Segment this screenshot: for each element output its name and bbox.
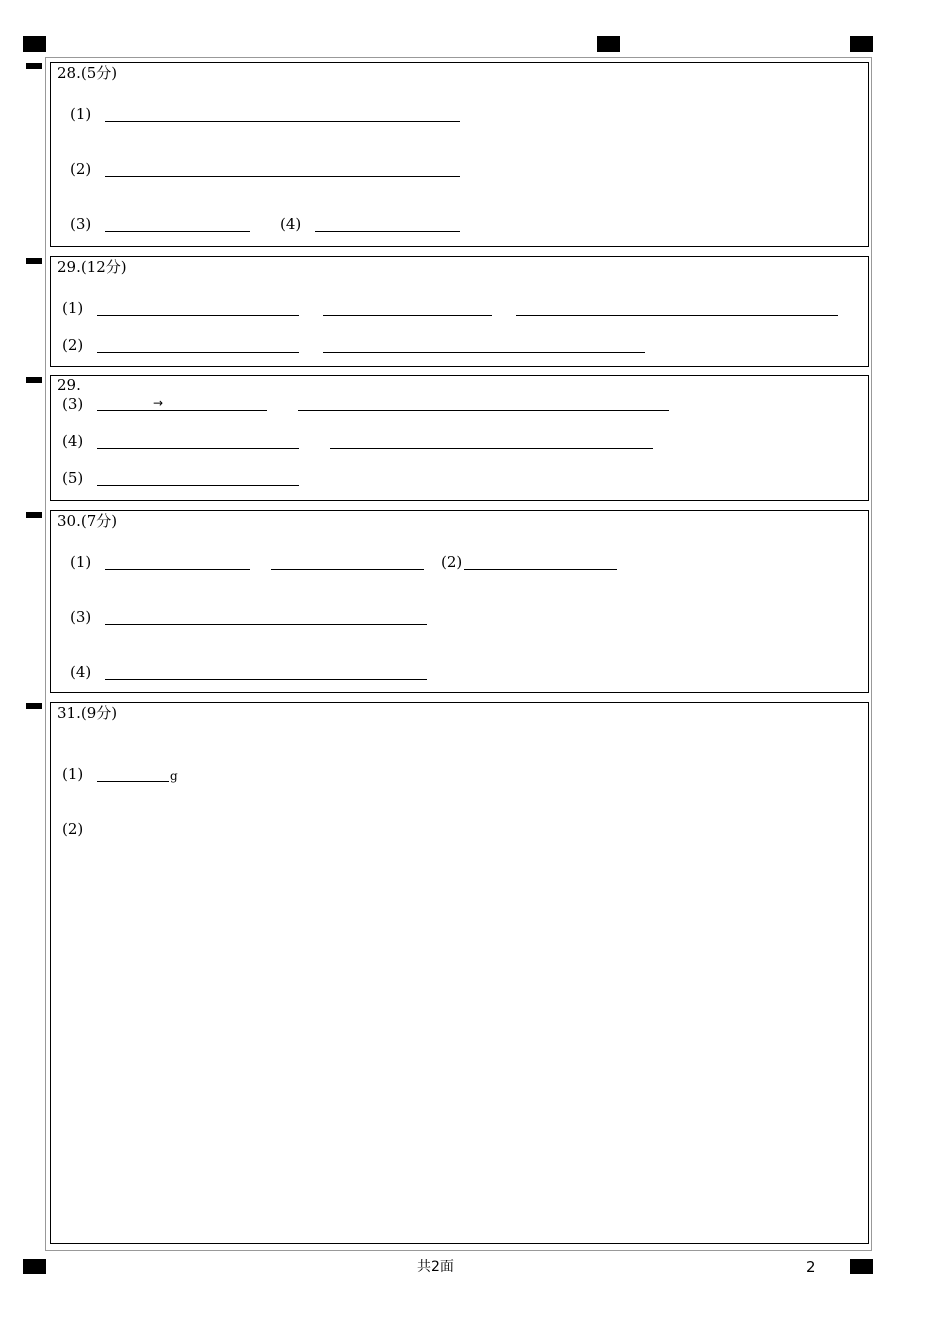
question-28-box [50, 62, 869, 247]
question-30-title: 30.(7分) [57, 512, 118, 530]
q29-part-1-answer-line-c[interactable] [516, 315, 838, 316]
question-31-title: 31.(9分) [57, 704, 118, 722]
q28-part-3-label: (3) [70, 215, 92, 233]
q28-part-3-answer-line[interactable] [105, 231, 250, 232]
question-28-title: 28.(5分) [57, 64, 118, 82]
question-30-box [50, 510, 869, 693]
q31-part-2-answer-area[interactable] [60, 845, 860, 1235]
q29-part-5-answer-line[interactable] [97, 485, 299, 486]
q30-part-3-label: (3) [70, 608, 92, 626]
q29-part-4-label: (4) [62, 432, 84, 450]
q30-part-4-answer-line[interactable] [105, 679, 427, 680]
q31-unit-label: g [170, 769, 178, 783]
q30-part-1-answer-line-b[interactable] [271, 569, 424, 570]
q29-part-1-answer-line-a[interactable] [97, 315, 299, 316]
q30-part-1-label: (1) [70, 553, 92, 571]
q30-part-3-answer-line[interactable] [105, 624, 427, 625]
corner-mark-bottom-right [850, 1259, 873, 1274]
q30-part-2-label: (2) [441, 553, 463, 571]
q29-part-2-answer-line-a[interactable] [97, 352, 299, 353]
question-29a-box [50, 256, 869, 367]
question-29b-box [50, 375, 869, 501]
q30-part-2-answer-line[interactable] [464, 569, 617, 570]
section-mark-28 [26, 63, 42, 69]
section-mark-29b [26, 377, 42, 383]
q31-part-2-label: (2) [62, 820, 84, 838]
q29-part-4-answer-line-a[interactable] [97, 448, 299, 449]
q28-part-4-label: (4) [280, 215, 302, 233]
q28-part-4-answer-line[interactable] [315, 231, 460, 232]
corner-mark-top-right [850, 36, 873, 52]
q29-part-5-label: (5) [62, 469, 84, 487]
section-mark-31 [26, 703, 42, 709]
q28-part-1-label: (1) [70, 105, 92, 123]
q29-part-3-label: (3) [62, 395, 84, 413]
q28-part-2-label: (2) [70, 160, 92, 178]
section-mark-29a [26, 258, 42, 264]
page-number: 2 [806, 1258, 816, 1276]
q31-part-1-label: (1) [62, 765, 84, 783]
section-mark-30 [26, 512, 42, 518]
timing-mark-top-middle [597, 36, 620, 52]
q28-part-2-answer-line[interactable] [105, 176, 460, 177]
corner-mark-top-left [23, 36, 46, 52]
q31-part-1-answer-line[interactable] [97, 781, 169, 782]
q28-part-1-answer-line[interactable] [105, 121, 460, 122]
q29-part-1-label: (1) [62, 299, 84, 317]
q29-part-2-label: (2) [62, 336, 84, 354]
q29-part-1-answer-line-b[interactable] [323, 315, 492, 316]
q30-part-1-answer-line-a[interactable] [105, 569, 250, 570]
q29-part-4-answer-line-b[interactable] [330, 448, 653, 449]
q29-part-2-answer-line-b[interactable] [323, 352, 645, 353]
page-total-label: 共2面 [417, 1259, 454, 1275]
arrow-icon: → [153, 396, 164, 410]
q29-part-3-answer-line-a[interactable] [97, 410, 267, 411]
q29-part-3-answer-line-b[interactable] [298, 410, 669, 411]
q30-part-4-label: (4) [70, 663, 92, 681]
question-29a-title: 29.(12分) [57, 258, 127, 276]
corner-mark-bottom-left [23, 1259, 46, 1274]
question-29b-title: 29. [57, 376, 81, 394]
